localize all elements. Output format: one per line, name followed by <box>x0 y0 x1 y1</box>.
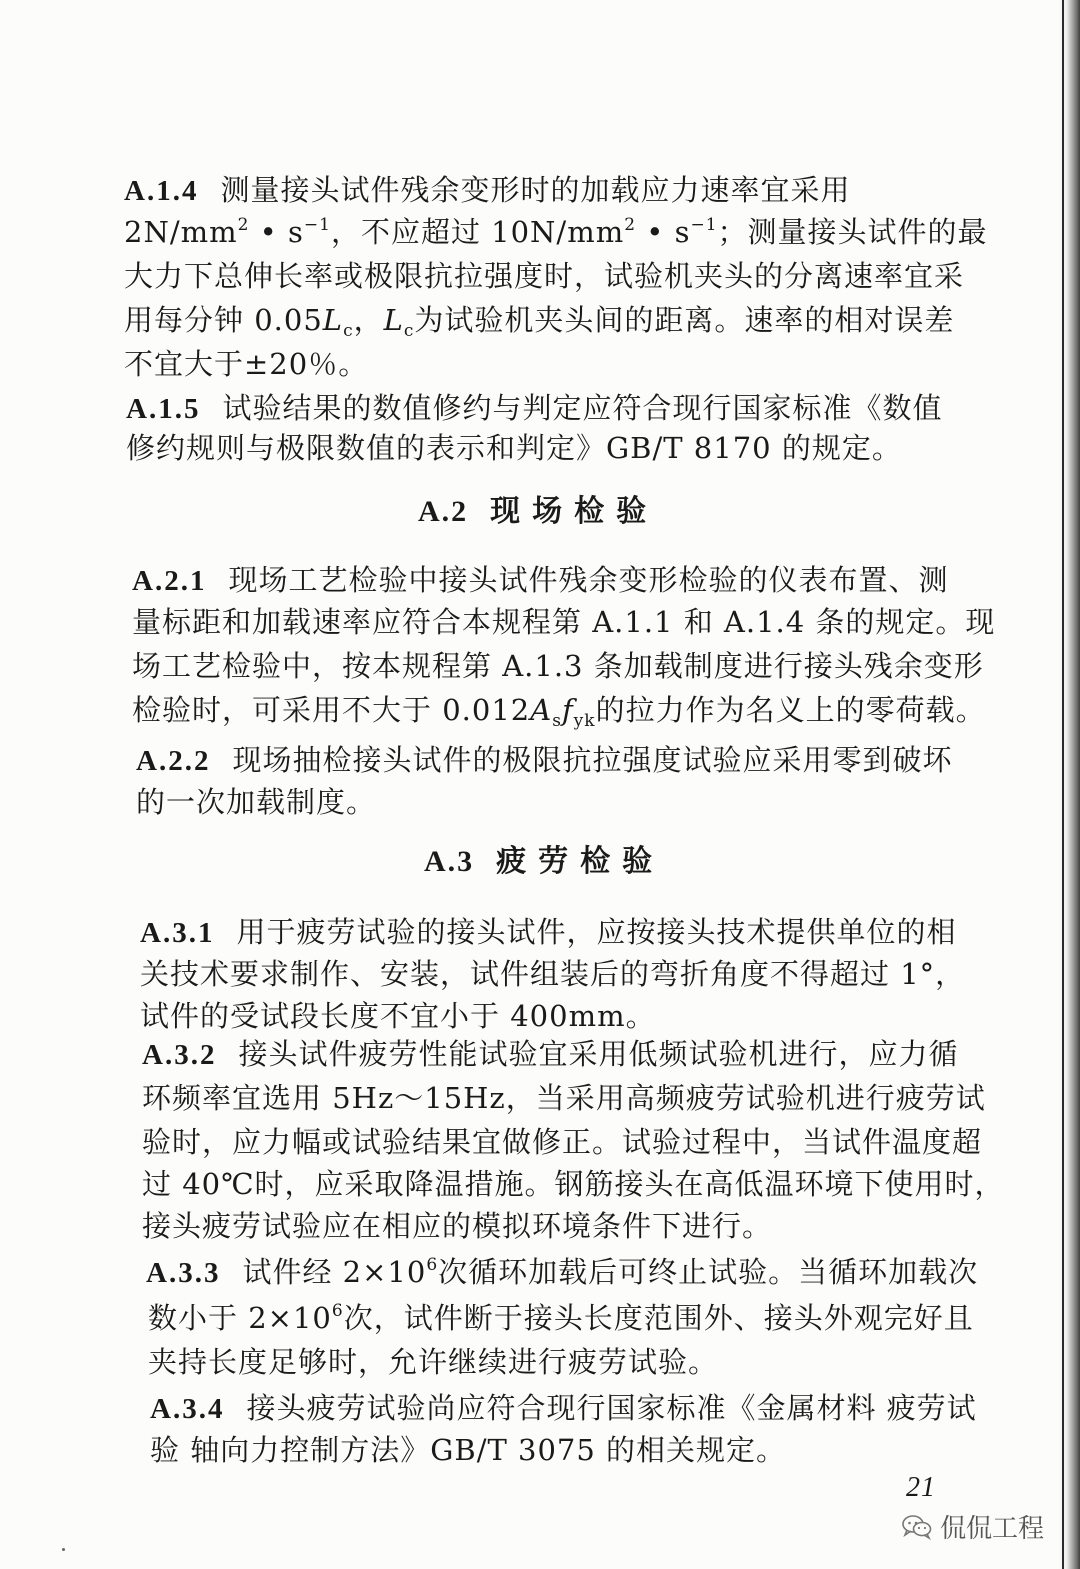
superscript: 2 <box>624 215 637 235</box>
paragraph-text: 现场工艺检验中接头试件残余变形检验的仪表布置、测 <box>228 563 949 597</box>
text-run: 用每分钟 0.05 <box>124 303 323 337</box>
clause-a-2-1-line-4 <box>132 690 986 730</box>
section-title: 现场检验 <box>490 494 659 529</box>
clause-a-2-1-line-2: 量标距和加载速率应符合本规程第 A.1.1 和 A.1.4 条的规定。现 <box>132 605 996 639</box>
clause-number: A.3.3 <box>146 1257 221 1289</box>
clause-a-3-2-line-4: 过 40℃时，应采取降温措施。钢筋接头在高低温环境下使用时， <box>142 1167 1005 1201</box>
clause-number: A.3.1 <box>140 917 215 949</box>
text-run: 检验时，可采用不大于 0.012 <box>132 693 531 727</box>
clause-number: A.1.5 <box>126 393 201 425</box>
clause-a-3-2-line-5: 接头疲劳试验应在相应的模拟环境条件下进行。 <box>142 1209 773 1243</box>
text-run: 试件经 2×10 <box>242 1255 427 1289</box>
page-edge-line <box>1062 0 1064 1569</box>
clause-a-3-4-line-2: 验 轴向力控制方法》GB/T 3075 的相关规定。 <box>150 1433 787 1467</box>
text-run: 的拉力作为名义上的零荷载。 <box>595 693 986 727</box>
clause-a-3-1-line-1 <box>140 912 956 953</box>
paragraph-text: 测量接头试件残余变形时的加载应力速率宜采用 <box>220 173 851 207</box>
text-run: 2N/mm <box>124 215 238 249</box>
superscript: 6 <box>426 1255 439 1275</box>
clause-a-3-2-line-3: 验时，应力幅或试验结果宜做修正。试验过程中，当试件温度超 <box>142 1125 983 1159</box>
symbol: A <box>530 693 553 727</box>
superscript: 6 <box>331 1301 344 1321</box>
clause-a-2-1-line-1 <box>132 560 948 601</box>
text-run: • s <box>636 215 691 249</box>
clause-a-3-1-line-3: 试件的受试段长度不宜小于 400mm。 <box>140 999 656 1033</box>
clause-number: A.3.4 <box>150 1393 225 1425</box>
clause-a-3-4-line-1 <box>150 1388 977 1429</box>
subscript: c <box>343 321 354 341</box>
clause-a-1-4-line-3: 大力下总伸长率或极限抗拉强度时，试验机夹头的分离速率宜采 <box>124 259 965 293</box>
wechat-icon <box>902 1514 932 1540</box>
superscript: 2 <box>237 215 250 235</box>
clause-a-1-4-line-1 <box>124 170 850 211</box>
subscript: s <box>552 711 562 731</box>
clause-a-1-4-line-4 <box>124 300 954 340</box>
section-title: 疲劳检验 <box>496 844 665 879</box>
clause-a-1-5-line-1 <box>126 388 942 429</box>
clause-number: A.2.2 <box>136 745 211 777</box>
paragraph-text: 试验结果的数值修约与判定应符合现行国家标准《数值 <box>222 391 943 425</box>
clause-number: A.2.1 <box>132 565 207 597</box>
text-run: ， <box>353 303 384 337</box>
clause-a-3-3-line-1 <box>146 1252 978 1293</box>
paragraph-text: 现场抽检接头试件的极限抗拉强度试验应采用零到破坏 <box>232 743 953 777</box>
clause-a-3-2-line-1 <box>142 1034 958 1075</box>
paragraph-text: 接头疲劳试验尚应符合现行国家标准《金属材料 疲劳试 <box>246 1391 977 1425</box>
text-run: ；测量接头试件的最 <box>717 215 988 249</box>
subscript: c <box>403 321 415 341</box>
clause-a-1-4-line-5: 不宜大于±20％。 <box>124 347 369 381</box>
text-run: 数小于 2×10 <box>148 1301 332 1335</box>
page-number: 21 <box>906 1472 936 1503</box>
text-run: ，不应超过 10N/mm <box>330 215 625 249</box>
text-run: 次循环加载后可终止试验。当循环加载次 <box>438 1255 979 1289</box>
clause-a-3-1-line-2: 关技术要求制作、安装，试件组装后的弯折角度不得超过 1°， <box>140 957 966 991</box>
clause-a-3-2-line-2: 环频率宜选用 5Hz～15Hz，当采用高频疲劳试验机进行疲劳试 <box>142 1081 986 1115</box>
clause-a-2-2-line-2: 的一次加载制度。 <box>136 785 377 819</box>
text-run: 次，试件断于接头长度范围外、接头外观完好且 <box>343 1301 974 1335</box>
watermark-text: 侃侃工程 <box>940 1514 1045 1544</box>
clause-a-3-3-line-2 <box>148 1298 974 1338</box>
clause-number: A.1.4 <box>124 175 199 207</box>
symbol: L <box>383 303 404 337</box>
section-number: A.2 <box>418 495 469 528</box>
clause-a-1-5-line-2: 修约规则与极限数值的表示和判定》GB/T 8170 的规定。 <box>126 431 902 465</box>
text-run: • s <box>249 215 304 249</box>
superscript: −1 <box>690 215 718 235</box>
clause-number: A.3.2 <box>142 1039 217 1071</box>
text-run: 为试验机夹头间的距离。速率的相对误差 <box>414 303 955 337</box>
paragraph-text: 接头试件疲劳性能试验宜采用低频试验机进行，应力循 <box>238 1037 959 1071</box>
clause-a-3-3-line-3: 夹持长度足够时，允许继续进行疲劳试验。 <box>148 1345 719 1379</box>
paragraph-text: 用于疲劳试验的接头试件，应按接头技术提供单位的相 <box>236 915 957 949</box>
symbol: L <box>322 303 344 337</box>
watermark <box>902 1508 1044 1545</box>
clause-a-2-1-line-3: 场工艺检验中，按本规程第 A.1.3 条加载制度进行接头残余变形 <box>132 649 984 683</box>
scan-speck <box>62 1548 65 1551</box>
subscript: yk <box>573 711 596 731</box>
clause-a-2-2-line-1 <box>136 740 952 781</box>
symbol: f <box>561 693 574 727</box>
clause-a-1-4-line-2 <box>124 212 988 252</box>
superscript: −1 <box>303 215 331 235</box>
section-heading-a-2 <box>418 492 658 532</box>
section-heading-a-3 <box>424 842 664 882</box>
section-number: A.3 <box>424 845 475 878</box>
